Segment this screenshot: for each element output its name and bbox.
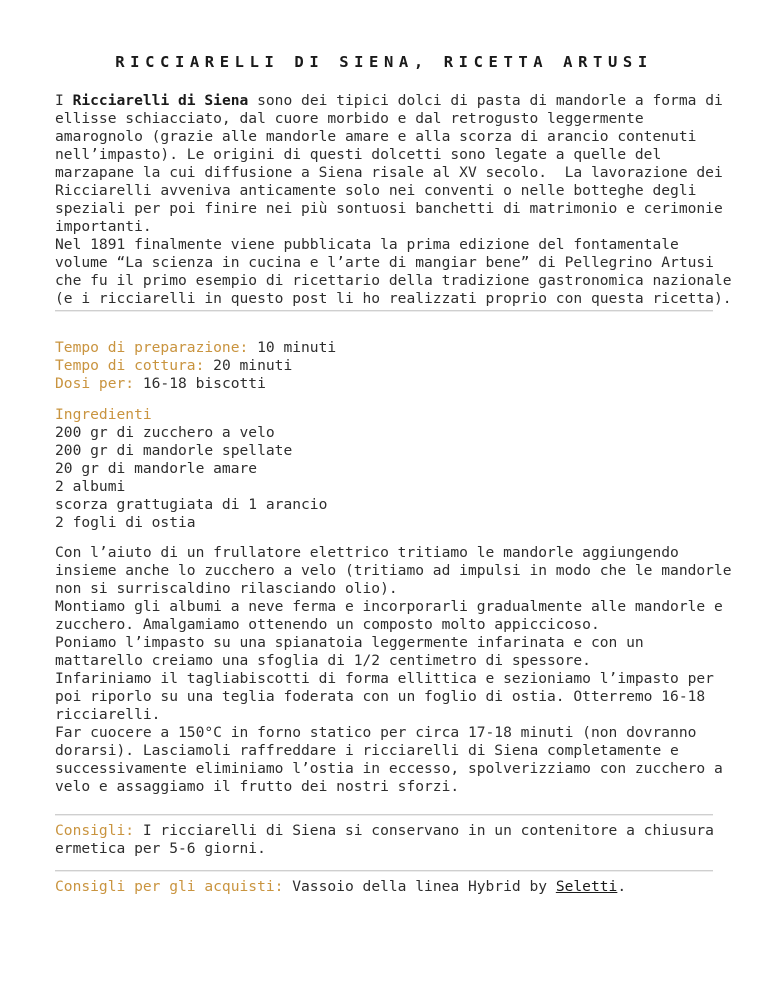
cook-time-row bbox=[55, 357, 725, 375]
shopping-label: Consigli per gli acquisti: bbox=[55, 878, 284, 895]
procedure-line: mattarello creiamo una sfoglia di 1/2 centimetro di spessore. bbox=[55, 652, 591, 669]
cook-time-value: 20 minuti bbox=[204, 357, 293, 374]
intro-line: speziali per poi finire nei più sontuosi banchetti di matrimonio e cerimonie bbox=[55, 200, 723, 217]
procedure-line: non si surriscaldino rilasciando olio). bbox=[55, 580, 398, 597]
tips-label: Consigli: bbox=[55, 822, 135, 839]
divider bbox=[55, 870, 713, 871]
intro-line: nell’impasto). Le origini di questi dolcetti sono legate a quelle del bbox=[55, 146, 662, 163]
tips-text: I ricciarelli di Siena si conservano in un contenitore a chiusura bbox=[134, 822, 714, 839]
shopping-text: Vassoio della linea Hybrid by bbox=[283, 878, 556, 895]
shopping-suffix: . bbox=[617, 878, 627, 895]
intro-line: volume “La scienza in cucina e l’arte di mangiar bene” di Pellegrino Artusi bbox=[55, 254, 714, 271]
shopping-line bbox=[55, 878, 725, 896]
procedure-line: velo e assaggiamo il frutto dei nostri sforzi. bbox=[55, 778, 460, 795]
intro-line-1 bbox=[55, 92, 725, 110]
ingredient-item: 200 gr di mandorle spellate bbox=[55, 442, 293, 459]
prep-time-value: 10 minuti bbox=[248, 339, 337, 356]
ingredient-item: 20 gr di mandorle amare bbox=[55, 460, 258, 477]
ingredient-item: 2 albumi bbox=[55, 478, 126, 495]
prep-time-label: Tempo di preparazione: bbox=[55, 339, 249, 356]
intro-line: Nel 1891 finalmente viene pubblicata la prima edizione del fontamentale bbox=[55, 236, 679, 253]
tips-line-1 bbox=[55, 822, 725, 840]
procedure-line: Poniamo l’impasto su una spianatoia leggermente infarinata e con un bbox=[55, 634, 644, 651]
divider bbox=[55, 310, 713, 311]
procedure-line: poi riporlo su una teglia foderata con un foglio di ostia. Otterremo 16-18 bbox=[55, 688, 706, 705]
ingredient-item: 200 gr di zucchero a velo bbox=[55, 424, 275, 441]
procedure-line: Con l’aiuto di un frullatore elettrico tritiamo le mandorle aggiungendo bbox=[55, 544, 679, 561]
tips-section bbox=[55, 822, 725, 858]
shopping-section bbox=[55, 878, 725, 896]
procedure-line: Montiamo gli albumi a neve ferma e incorporarli gradualmente alle mandorle e bbox=[55, 598, 723, 615]
procedure-line: insieme anche lo zucchero a velo (tritiamo ad impulsi in modo che le mandorle bbox=[55, 562, 732, 579]
page-title: RICCIARELLI DI SIENA, RICETTA ARTUSI bbox=[115, 53, 653, 71]
procedure-line: Infariniamo il tagliabiscotti di forma ellittica e sezioniamo l’impasto per bbox=[55, 670, 714, 687]
intro-paragraph bbox=[55, 92, 732, 308]
procedure-line: successivamente eliminiamo l’ostia in eccesso, spolverizziamo con zucchero a bbox=[55, 760, 723, 777]
intro-line: (e i ricciarelli in questo post li ho realizzati proprio con questa ricetta). bbox=[55, 290, 732, 307]
procedure-line: ricciarelli. bbox=[55, 706, 161, 723]
ingredient-item: 2 fogli di ostia bbox=[55, 514, 196, 531]
intro-line: amarognolo (grazie alle mandorle amare e alla scorza di arancio contenuti bbox=[55, 128, 697, 145]
intro-prefix: I bbox=[55, 92, 73, 109]
procedure-line: dorarsi). Lasciamoli raffreddare i ricciarelli di Siena completamente e bbox=[55, 742, 679, 759]
intro-line: Ricciarelli avveniva anticamente solo nei conventi o nelle botteghe degli bbox=[55, 182, 697, 199]
divider bbox=[55, 814, 713, 815]
procedure-line: zucchero. Amalgamiamo ottenendo un composto molto appiccicoso. bbox=[55, 616, 600, 633]
ingredients-section bbox=[55, 406, 725, 532]
prep-time-row bbox=[55, 339, 725, 357]
ingredients-heading: Ingredienti bbox=[55, 406, 152, 423]
seletti-link[interactable]: Seletti bbox=[555, 878, 618, 895]
procedure-line: Far cuocere a 150°C in forno statico per circa 17-18 minuti (non dovranno bbox=[55, 724, 697, 741]
intro-rest: sono dei tipici dolci di pasta di mandorle a forma di bbox=[248, 92, 723, 109]
intro-line: importanti. bbox=[55, 218, 152, 235]
servings-row bbox=[55, 375, 725, 393]
intro-line: che fu il primo esempio di ricettario della tradizione gastronomica nazionale bbox=[55, 272, 732, 289]
recipe-info bbox=[55, 339, 725, 393]
servings-label: Dosi per: bbox=[55, 375, 135, 392]
intro-line: marzapane la cui diffusione a Siena risale al XV secolo. La lavorazione dei bbox=[55, 164, 723, 181]
tips-line-2: ermetica per 5-6 giorni. bbox=[55, 840, 266, 857]
intro-bold-name: Ricciarelli di Siena bbox=[72, 92, 249, 109]
procedure-section bbox=[55, 544, 732, 796]
servings-value: 16-18 biscotti bbox=[134, 375, 266, 392]
ingredient-item: scorza grattugiata di 1 arancio bbox=[55, 496, 328, 513]
cook-time-label: Tempo di cottura: bbox=[55, 357, 205, 374]
intro-line: ellisse schiacciato, dal cuore morbido e dal retrogusto leggermente bbox=[55, 110, 644, 127]
